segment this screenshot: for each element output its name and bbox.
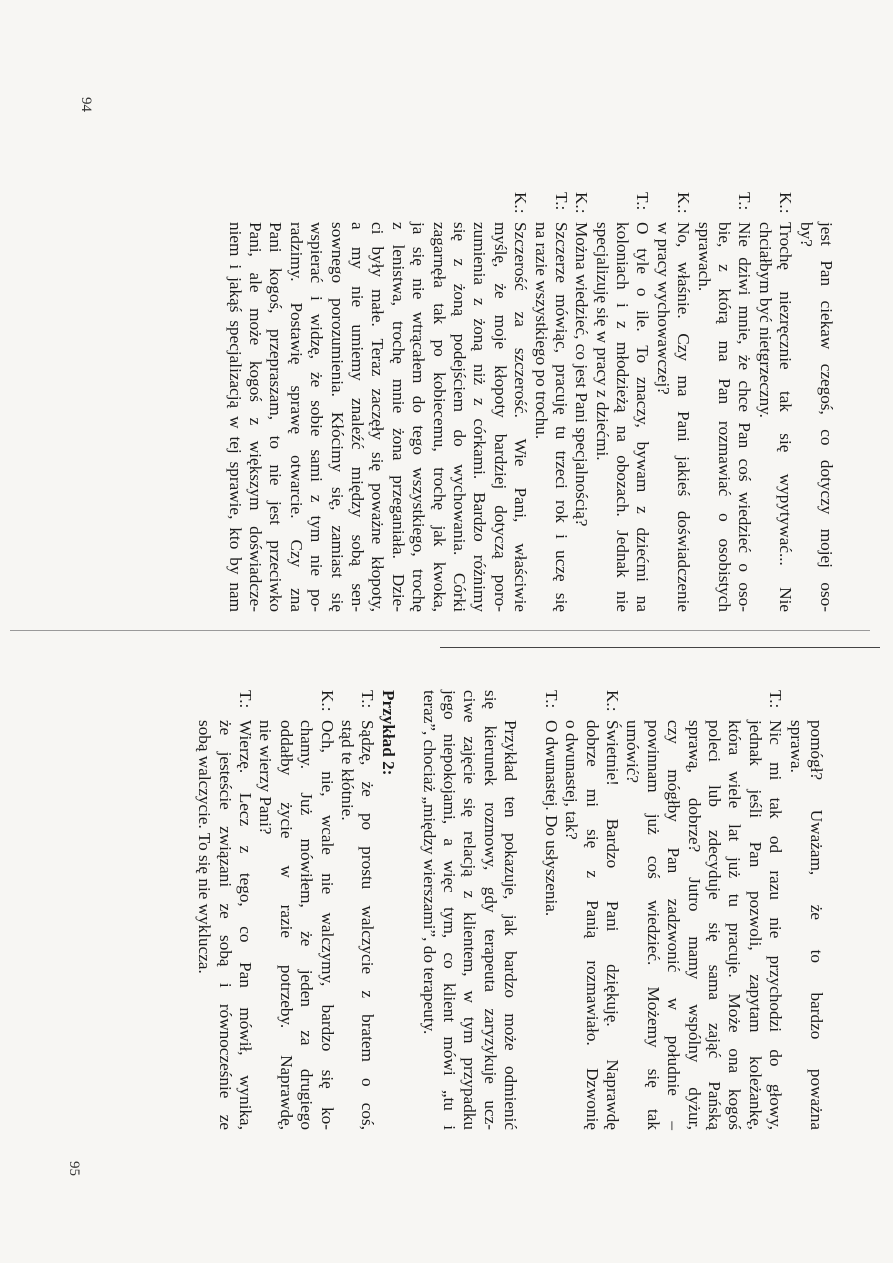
line-text: ciwe zajęcie się relacją z klientem, w tym przypadku bbox=[460, 690, 480, 1130]
line-text: z lenistwa, trochę mnie żona przeganiała. Dzie- bbox=[388, 222, 408, 612]
text-line bbox=[541, 690, 561, 1130]
text-line bbox=[235, 690, 255, 1130]
text-line bbox=[245, 192, 265, 612]
speaker-label: T.: bbox=[358, 690, 378, 709]
line-text: No, właśnie. Czy ma Pani jakieś doświadczenie bbox=[674, 222, 694, 612]
line-text: w pracy wychowawczej? bbox=[653, 222, 673, 395]
text-line bbox=[408, 192, 428, 612]
text-line bbox=[224, 192, 244, 612]
line-text: sprawa. bbox=[786, 720, 806, 773]
text-line bbox=[387, 192, 407, 612]
line-text: Nie dziwi mnie, że chce Pan coś wiedzieć o oso- bbox=[735, 222, 755, 612]
line-text: Wierzę. Lecz z tego, co Pan mówił, wynika, bbox=[236, 720, 256, 1130]
text-line bbox=[459, 690, 479, 1130]
line-text: bie, z którą ma Pan rozmawiać o osobistych bbox=[715, 222, 735, 612]
text-line bbox=[316, 690, 336, 1130]
text-line bbox=[693, 192, 713, 612]
line-text: chciałbym być nietgrzeczny. bbox=[755, 222, 775, 418]
page-number-left: 94 bbox=[78, 97, 94, 112]
line-text: powinnam już coś wiedzieć. Możemy się tak bbox=[643, 720, 663, 1130]
page-fold-line bbox=[10, 630, 870, 631]
text-line bbox=[510, 192, 530, 612]
text-line bbox=[714, 192, 734, 612]
line-text: Szczerość za szczerość. Wie Pani, właściwie bbox=[511, 222, 531, 612]
text-line bbox=[275, 690, 295, 1130]
text-line bbox=[367, 192, 387, 612]
line-text: ci były małe. Teraz zaczęły się poważne kłopoty, bbox=[368, 222, 388, 612]
page-edge-line bbox=[440, 647, 880, 648]
text-line bbox=[337, 690, 357, 1130]
speaker-label: K.: bbox=[674, 192, 694, 214]
line-text: a my nie umiemy znaleźć między sobą sen- bbox=[348, 222, 368, 612]
text-line bbox=[214, 690, 234, 1130]
text-line bbox=[479, 690, 499, 1130]
text-line bbox=[775, 192, 795, 612]
line-text: Pani kogoś, przepraszam, to nie jest przeciwko bbox=[266, 222, 286, 612]
line-text: się kierunek rozmowy, gdy terapeuta zaryzykuje ucz- bbox=[480, 690, 500, 1130]
text-line bbox=[551, 192, 571, 612]
line-text: dobrze mi się z Panią rozmawiało. Dzwonię bbox=[582, 720, 602, 1130]
line-text: zumienia z żoną niż z córkami. Bardzo różnimy bbox=[470, 222, 490, 612]
text-line bbox=[785, 690, 805, 1130]
line-text: niem i jakąś specjalizacją w tej sprawie, kto by nam bbox=[225, 222, 245, 612]
speaker-label: T.: bbox=[551, 192, 571, 211]
line-text: jednak jeśli Pan pozwoli, zapytam koleżankę, bbox=[745, 720, 765, 1130]
line-text: nie wierzy Pani? bbox=[256, 720, 276, 835]
text-line bbox=[724, 690, 744, 1130]
speaker-label: T.: bbox=[633, 192, 653, 211]
line-text: by? bbox=[796, 222, 816, 247]
line-text: się z żoną podejściem do wychowania. Córki bbox=[449, 222, 469, 612]
text-line bbox=[265, 192, 285, 612]
line-text: jego niepokojami, a więc tym, co klient mówi „tu i bbox=[439, 690, 459, 1130]
text-line bbox=[683, 690, 703, 1130]
text-line bbox=[581, 690, 601, 1130]
text-line bbox=[530, 192, 550, 612]
text-line bbox=[754, 192, 774, 612]
text-line bbox=[469, 192, 489, 612]
paragraph-gap bbox=[520, 690, 540, 1130]
speaker-label: T.: bbox=[236, 690, 256, 709]
line-text: Trochę niezręcznie tak się wypytywać... Nie bbox=[776, 222, 796, 612]
text-line bbox=[500, 690, 520, 1130]
speaker-label: T.: bbox=[541, 690, 561, 709]
text-line bbox=[673, 192, 693, 612]
text-line bbox=[296, 690, 316, 1130]
text-line bbox=[571, 192, 591, 612]
text-line bbox=[622, 690, 642, 1130]
text-line bbox=[816, 192, 836, 612]
speaker-label: K.: bbox=[317, 690, 337, 712]
text-line bbox=[795, 192, 815, 612]
text-line bbox=[449, 192, 469, 612]
text-line bbox=[285, 192, 305, 612]
line-text: O dwunastej. Do usłyszenia. bbox=[541, 720, 561, 917]
line-text: jest Pan ciekaw czegoś, co dotyczy mojej oso- bbox=[817, 222, 836, 612]
line-text: Sądzę, że po prostu walczycie z bratem o coś, bbox=[358, 720, 378, 1130]
line-text: umówić? bbox=[623, 720, 643, 784]
text-line bbox=[194, 690, 214, 1130]
left-page-text bbox=[224, 192, 836, 612]
page-number-right: 95 bbox=[66, 1161, 82, 1176]
line-text: Och, nie, wcale nie walczymy, bardzo się ko- bbox=[317, 720, 337, 1130]
line-text: Pani, ale może kogoś z większym doświadcze- bbox=[246, 222, 266, 612]
text-line bbox=[663, 690, 683, 1130]
speaker-label: K.: bbox=[511, 192, 531, 214]
text-line bbox=[765, 690, 785, 1130]
line-text: na razie wszystkiego po trochu. bbox=[531, 222, 551, 440]
line-text: sprawach. bbox=[694, 222, 714, 292]
line-text: O tyle o ile. To znaczy, bywam z dziećmi na bbox=[633, 222, 653, 612]
text-line bbox=[418, 690, 438, 1130]
text-line bbox=[357, 690, 377, 1130]
line-text: która wiele lat już tu pracuje. Może ona kogoś bbox=[725, 720, 745, 1130]
text-line bbox=[652, 192, 672, 612]
text-line bbox=[612, 192, 632, 612]
speaker-label: T.: bbox=[766, 690, 786, 709]
line-text: myślę, że moje kłopoty bardziej dotyczą poro- bbox=[490, 222, 510, 612]
line-text: chamy. Już mówiłem, że jeden za drugiego bbox=[297, 720, 317, 1130]
line-text: stąd te kłótnie. bbox=[338, 720, 358, 821]
line-text: teraz”, chociaż „między wierszami”, do terapeuty. bbox=[419, 690, 439, 1035]
line-text: Szczerze mówiąc, pracuję tu trzeci rok i uczę się bbox=[551, 222, 571, 612]
section-heading: Przykład 2: bbox=[378, 690, 398, 776]
text-line bbox=[347, 192, 367, 612]
text-line bbox=[439, 690, 459, 1130]
line-text: wspierać i widzę, że sobie sami z tym nie po- bbox=[307, 222, 327, 612]
paragraph-gap bbox=[398, 690, 418, 1130]
line-text: oddałby życie w razie potrzeby. Naprawdę, bbox=[276, 720, 296, 1130]
text-line bbox=[591, 192, 611, 612]
line-text: sprawą, dobrze? Jutro mamy wspólny dyżur, bbox=[684, 720, 704, 1130]
text-line bbox=[602, 690, 622, 1130]
line-text: Nic mi tak od razu nie przychodzi do głowy, bbox=[766, 720, 786, 1130]
text-line bbox=[489, 192, 509, 612]
line-text: poleci lub zdecyduje się sama zająć Pańską bbox=[705, 720, 725, 1130]
speaker-label: T.: bbox=[735, 192, 755, 211]
text-line bbox=[704, 690, 724, 1130]
line-text: sownego porozumienia. Kłócimy się, zamiast się bbox=[327, 222, 347, 612]
line-text: koloniach i z młodzieżą na obozach. Jednak nie bbox=[613, 222, 633, 612]
line-text: Przykład ten pokazuje, jak bardzo może odmienić bbox=[501, 720, 521, 1130]
text-line bbox=[306, 192, 326, 612]
line-text: specjalizuję się w pracy z dziećmi. bbox=[592, 222, 612, 461]
line-text: Można wiedzieć, co jest Pani specjalnością? bbox=[572, 222, 592, 527]
line-text: że jesteście związani ze sobą i równocześnie ze bbox=[215, 720, 235, 1130]
text-line bbox=[734, 192, 754, 612]
line-text: o dwunastej, tak? bbox=[562, 720, 582, 840]
speaker-label: K.: bbox=[603, 690, 623, 712]
line-text: ja się nie wtrącałem do tego wszystkiego, trochę bbox=[409, 222, 429, 612]
line-text: zagarnęła tak po kobiecemu, trochę jak kwoka, bbox=[429, 222, 449, 612]
text-line bbox=[632, 192, 652, 612]
speaker-label: K.: bbox=[776, 192, 796, 214]
line-text: Świetnie! Bardzo Pani dziękuję. Naprawdę bbox=[603, 720, 623, 1130]
line-text: radzimy. Postawię sprawę otwarcie. Czy zna bbox=[286, 222, 306, 612]
text-line bbox=[806, 690, 826, 1130]
line-text: sobą walczycie. To się nie wyklucza. bbox=[195, 720, 215, 974]
text-line bbox=[642, 690, 662, 1130]
text-line bbox=[326, 192, 346, 612]
line-text: pomógł? Uważam, że to bardzo poważna bbox=[807, 720, 826, 1130]
text-line bbox=[744, 690, 764, 1130]
right-page-text bbox=[194, 690, 826, 1130]
text-line bbox=[561, 690, 581, 1130]
line-text: czy mógłby Pan zadzwonić w południe – bbox=[664, 720, 684, 1130]
text-line bbox=[255, 690, 275, 1130]
text-line bbox=[428, 192, 448, 612]
speaker-label: K.: bbox=[572, 192, 592, 214]
